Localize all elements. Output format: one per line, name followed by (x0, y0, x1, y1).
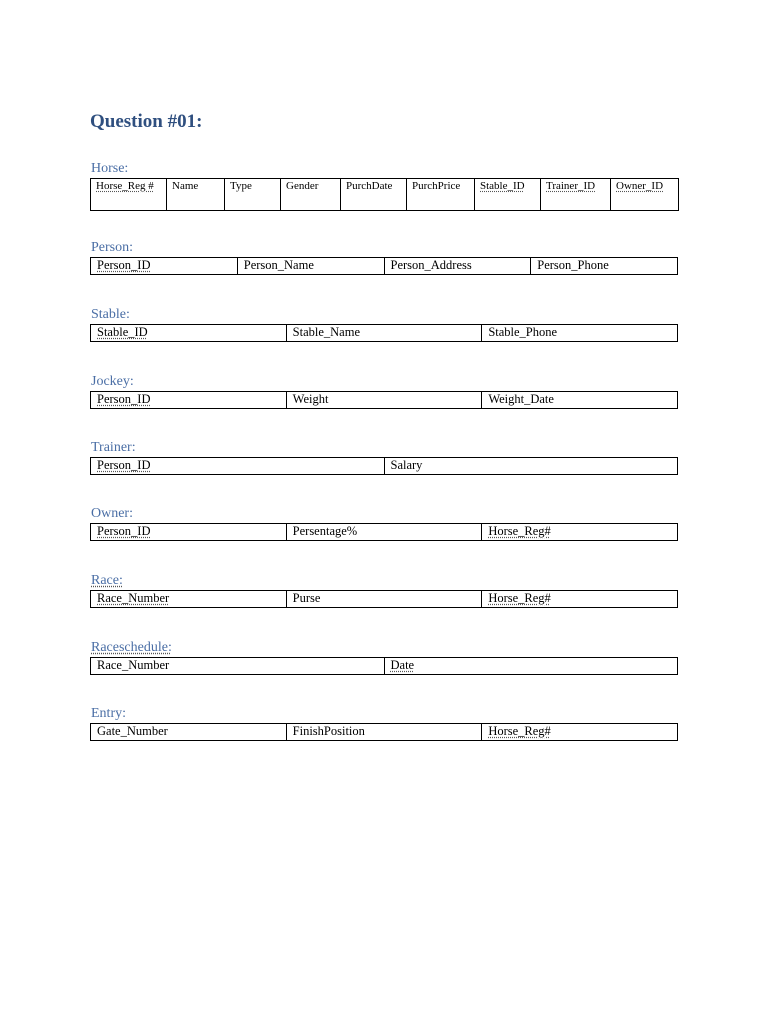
table-cell: Person_Phone (531, 258, 678, 275)
table-cell: Person_Address (384, 258, 531, 275)
table-cell: Person_ID (91, 524, 287, 541)
table-cell: Type (225, 179, 281, 211)
table-cell: Owner_ID (611, 179, 679, 211)
table-row (91, 458, 678, 475)
table-cell: Stable_ID (91, 325, 287, 342)
table-row (91, 179, 679, 211)
table-cell: Stable_ID (475, 179, 541, 211)
table-owner (90, 523, 678, 541)
table-cell: PurchDate (341, 179, 407, 211)
section-label-race: Race: (91, 573, 123, 588)
table-cell: Horse_Reg # (91, 179, 167, 211)
table-stable (90, 324, 678, 342)
table-row (91, 724, 678, 741)
section-label-person: Person: (91, 240, 133, 255)
table-trainer (90, 457, 678, 475)
table-cell: Stable_Name (286, 325, 482, 342)
section-raceschedule (90, 640, 678, 675)
table-person (90, 257, 678, 275)
section-jockey (90, 374, 678, 409)
table-cell: FinishPosition (286, 724, 482, 741)
table-cell: Person_ID (91, 458, 385, 475)
table-horse (90, 178, 679, 211)
table-row (91, 524, 678, 541)
table-cell: Race_Number (91, 658, 385, 675)
section-race (90, 573, 678, 608)
section-label-raceschedule: Raceschedule: (91, 640, 172, 655)
table-row (91, 658, 678, 675)
table-cell: Person_ID (91, 258, 238, 275)
section-person (90, 240, 678, 275)
table-row (91, 591, 678, 608)
section-label-trainer: Trainer: (91, 440, 136, 455)
table-raceschedule (90, 657, 678, 675)
table-cell: PurchPrice (407, 179, 475, 211)
table-cell: Weight_Date (482, 392, 678, 409)
section-entry (90, 706, 678, 741)
section-label-entry: Entry: (91, 706, 126, 721)
table-cell: Horse_Reg# (482, 524, 678, 541)
table-cell: Persentage% (286, 524, 482, 541)
table-cell: Person_ID (91, 392, 287, 409)
table-race (90, 590, 678, 608)
document-page (90, 108, 678, 741)
section-stable (90, 307, 678, 342)
table-cell: Stable_Phone (482, 325, 678, 342)
table-cell: Race_Number (91, 591, 287, 608)
table-cell: Salary (384, 458, 678, 475)
section-label-horse: Horse: (91, 161, 129, 176)
table-cell: Horse_Reg# (482, 724, 678, 741)
table-cell: Gender (281, 179, 341, 211)
table-cell: Trainer_ID (541, 179, 611, 211)
section-label-owner: Owner: (91, 506, 133, 521)
table-cell: Person_Name (237, 258, 384, 275)
section-trainer (90, 440, 678, 475)
table-cell: Weight (286, 392, 482, 409)
table-cell: Purse (286, 591, 482, 608)
table-row (91, 258, 678, 275)
section-label-jockey: Jockey: (91, 374, 134, 389)
table-cell: Horse_Reg# (482, 591, 678, 608)
table-row (91, 392, 678, 409)
table-cell: Name (167, 179, 225, 211)
section-owner (90, 506, 678, 541)
section-horse (90, 161, 678, 211)
table-row (91, 325, 678, 342)
table-cell: Gate_Number (91, 724, 287, 741)
table-jockey (90, 391, 678, 409)
table-entry (90, 723, 678, 741)
section-label-stable: Stable: (91, 307, 130, 322)
table-cell: Date (384, 658, 678, 675)
page-title: Question #01: (90, 111, 203, 132)
